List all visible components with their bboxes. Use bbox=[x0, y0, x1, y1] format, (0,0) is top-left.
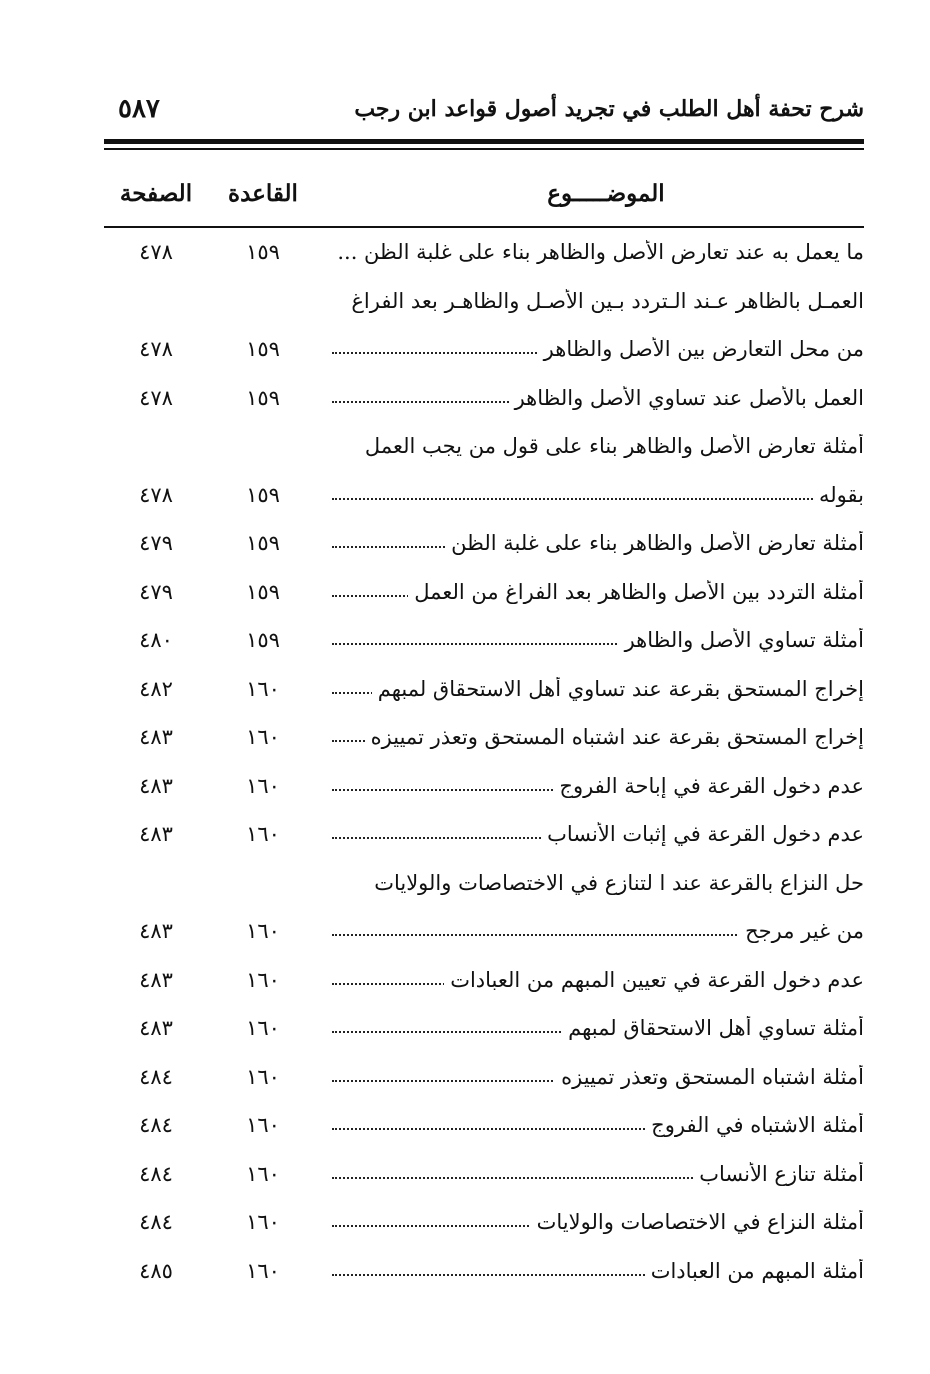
index-row-topic-text: من غير مرجح bbox=[739, 919, 864, 943]
index-row-topic bbox=[332, 337, 864, 361]
index-row-topic-text: أمثلة تعارض الأصل والظاهر بناء على غلبة الظن bbox=[445, 531, 864, 555]
index-row-topic-text: إخراج المستحق بقرعة عند اشتباه المستحق وتعذر تمييزه bbox=[365, 725, 864, 749]
index-row bbox=[100, 669, 864, 718]
index-row-topic bbox=[332, 483, 864, 507]
index-row-topic-text: حل النزاع بالقرعة عند ا لتنازع في الاختصاصات والولايات bbox=[368, 871, 864, 895]
index-row-topic-text: ما يعمل به عند تعارض الأصل والظاهر بناء على غلبة الظن ... bbox=[332, 240, 864, 264]
index-row-topic-text: أمثلة اشتباه المستحق وتعذر تمييزه bbox=[555, 1065, 864, 1089]
rule-column-header: القاعدة bbox=[228, 180, 298, 207]
index-row bbox=[100, 863, 864, 912]
index-row bbox=[100, 620, 864, 669]
index-row-page: ٤٧٩ bbox=[139, 531, 173, 555]
index-row bbox=[100, 1105, 864, 1154]
page-number: ٥٨٧ bbox=[118, 94, 160, 124]
index-row-topic bbox=[332, 289, 864, 313]
index-row-page: ٤٨٤ bbox=[139, 1161, 173, 1186]
index-row bbox=[100, 1008, 864, 1057]
index-row-topic bbox=[332, 531, 864, 555]
index-row-topic bbox=[332, 628, 864, 652]
index-row-rule: ١٦٠ bbox=[246, 967, 280, 992]
index-row-rule: ١٦٠ bbox=[246, 1064, 280, 1089]
index-row-page: ٤٧٨ bbox=[139, 240, 173, 264]
index-row-topic-text: أمثلة التردد بين الأصل والظاهر بعد الفراغ من العمل bbox=[408, 580, 864, 604]
index-row-topic-text: إخراج المستحق بقرعة عند تساوي أهل الاستحقاق لمبهم bbox=[372, 677, 864, 701]
index-row-rule: ١٦٠ bbox=[246, 1210, 280, 1234]
index-row-rule: ١٥٩ bbox=[246, 579, 280, 604]
index-row-topic bbox=[332, 968, 864, 992]
index-row-topic bbox=[332, 1162, 864, 1186]
index-row-page: ٤٧٨ bbox=[139, 385, 173, 410]
index-row-rule: ١٥٩ bbox=[246, 337, 280, 361]
index-row-rule: ١٦٠ bbox=[246, 1113, 280, 1137]
index-row bbox=[100, 1057, 864, 1106]
index-row-topic-text: العمـل بالظاهر عـند الـتردد بـين الأصـل والظاهـر بعد الفراغ bbox=[345, 289, 864, 313]
index-row bbox=[100, 911, 864, 960]
index-row bbox=[100, 1251, 864, 1300]
index-row-topic bbox=[332, 1259, 864, 1283]
index-row-rule: ١٥٩ bbox=[246, 482, 280, 507]
index-row-topic-text: من محل التعارض بين الأصل والظاهر bbox=[538, 337, 864, 361]
index-row-topic-text: عدم دخول القرعة في إباحة الفروج bbox=[553, 774, 864, 798]
index-row bbox=[100, 523, 864, 572]
index-row-topic bbox=[332, 1065, 864, 1089]
index-row-page: ٤٨٣ bbox=[139, 725, 173, 749]
index-row-page: ٤٧٨ bbox=[139, 482, 173, 507]
index-row bbox=[100, 281, 864, 330]
index-row-topic-text: أمثلة النزاع في الاختصاصات والولايات bbox=[531, 1210, 864, 1234]
index-row-topic-text: عدم دخول القرعة في تعيين المبهم من العبادات bbox=[444, 968, 864, 992]
index-row-rule: ١٥٩ bbox=[246, 628, 280, 652]
header-divider bbox=[104, 139, 864, 144]
index-row-topic bbox=[332, 725, 864, 749]
index-row-page: ٤٧٩ bbox=[139, 579, 173, 604]
running-title: شرح تحفة أهل الطلب في تجريد أصول قواعد ابن رجب bbox=[354, 96, 864, 122]
index-row-topic-text: عدم دخول القرعة في إثبات الأنساب bbox=[541, 822, 864, 846]
column-header-divider bbox=[104, 226, 864, 228]
index-row-rule: ١٥٩ bbox=[246, 385, 280, 410]
index-row-page: ٤٨٠ bbox=[139, 628, 173, 652]
index-row-topic bbox=[332, 871, 864, 895]
index-row bbox=[100, 1154, 864, 1203]
index-row-topic-text: بقوله bbox=[813, 483, 864, 507]
index-row-page: ٤٨٤ bbox=[139, 1210, 173, 1234]
index-row-topic-text: أمثلة تساوي الأصل والظاهر bbox=[619, 628, 864, 652]
header-divider-thin bbox=[104, 148, 864, 150]
page-column-header: الصفحة bbox=[119, 180, 193, 207]
index-row bbox=[100, 475, 864, 524]
index-row-topic bbox=[332, 822, 864, 846]
index-row-page: ٤٨٣ bbox=[139, 773, 173, 798]
index-row-topic-text: أمثلة تعارض الأصل والظاهر بناء على قول من يجب العمل bbox=[359, 434, 864, 458]
column-headers bbox=[100, 180, 864, 220]
index-row-topic bbox=[332, 919, 864, 943]
index-row-topic bbox=[332, 1016, 864, 1040]
index-row-page: ٤٨٤ bbox=[139, 1113, 173, 1137]
index-row-rule: ١٦٠ bbox=[246, 676, 280, 701]
index-row bbox=[100, 232, 864, 281]
index-row-topic bbox=[332, 240, 864, 264]
index-row bbox=[100, 960, 864, 1009]
index-row-rule: ١٥٩ bbox=[246, 240, 280, 264]
index-row-rule: ١٦٠ bbox=[246, 1258, 280, 1283]
index-row-topic bbox=[332, 434, 864, 458]
index-row-topic-text: أمثلة المبهم من العبادات bbox=[645, 1259, 864, 1283]
index-row-page: ٤٨٣ bbox=[139, 1016, 173, 1040]
index-row-rule: ١٦٠ bbox=[246, 1016, 280, 1040]
index-row-topic-text: العمل بالأصل عند تساوي الأصل والظاهر bbox=[509, 386, 864, 410]
index-row bbox=[100, 378, 864, 427]
page-header bbox=[104, 92, 864, 136]
index-row-rule: ١٦٠ bbox=[246, 725, 280, 749]
topic-column-header: الموضـــــوع bbox=[547, 180, 665, 207]
index-row-topic bbox=[332, 677, 864, 701]
index-row bbox=[100, 426, 864, 475]
index-row-page: ٤٨٣ bbox=[139, 919, 173, 943]
index-table bbox=[100, 232, 864, 1299]
index-row-topic-text: أمثلة الاشتباه في الفروج bbox=[645, 1113, 864, 1137]
index-row-page: ٤٨٢ bbox=[139, 676, 173, 701]
index-row bbox=[100, 766, 864, 815]
index-row bbox=[100, 329, 864, 378]
index-row-topic bbox=[332, 774, 864, 798]
index-row bbox=[100, 572, 864, 621]
index-row-rule: ١٥٩ bbox=[246, 531, 280, 555]
index-row-rule: ١٦٠ bbox=[246, 919, 280, 943]
index-row-page: ٤٨٥ bbox=[139, 1258, 173, 1283]
index-row-topic bbox=[332, 580, 864, 604]
index-row-page: ٤٨٣ bbox=[139, 822, 173, 846]
index-row-topic-text: أمثلة تساوي أهل الاستحقاق لمبهم bbox=[562, 1016, 864, 1040]
index-row-page: ٤٨٣ bbox=[139, 967, 173, 992]
index-row-rule: ١٦٠ bbox=[246, 1161, 280, 1186]
index-row bbox=[100, 1202, 864, 1251]
index-row-topic bbox=[332, 386, 864, 410]
index-row-topic bbox=[332, 1210, 864, 1234]
index-row-page: ٤٨٤ bbox=[139, 1064, 173, 1089]
index-row-rule: ١٦٠ bbox=[246, 822, 280, 846]
index-row-page: ٤٧٨ bbox=[139, 337, 173, 361]
index-row bbox=[100, 717, 864, 766]
index-row-topic bbox=[332, 1113, 864, 1137]
index-row-rule: ١٦٠ bbox=[246, 773, 280, 798]
index-row-topic-text: أمثلة تنازع الأنساب bbox=[693, 1162, 864, 1186]
index-row bbox=[100, 814, 864, 863]
